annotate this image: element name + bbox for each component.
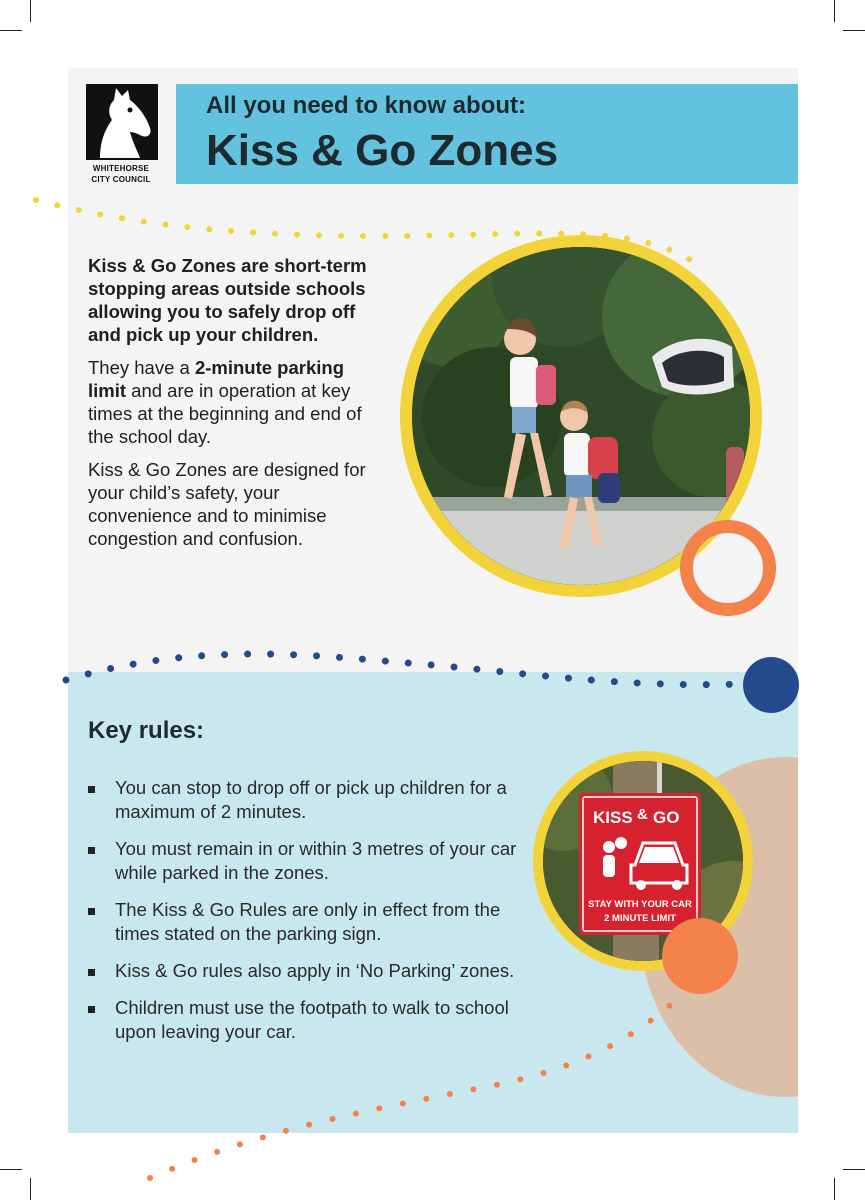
decorative-orange-dot	[662, 918, 738, 994]
intro-lead: Kiss & Go Zones are short-term stopping areas outside schools allowing you to safely drop off and pick up your children.	[88, 255, 367, 345]
rule-text: You must remain in or within 3 metres of your car while parked in the zones.	[115, 838, 517, 883]
list-item	[88, 996, 528, 1044]
logo-line-1: WHITEHORSE	[92, 164, 150, 173]
intro-p2-before: They have a	[88, 357, 195, 378]
square-bullet-icon	[88, 786, 95, 793]
page-title: Kiss & Go Zones	[206, 126, 559, 175]
sign-title-right: GO	[653, 808, 680, 827]
square-bullet-icon	[88, 969, 95, 976]
sign-title-left: KISS	[593, 808, 633, 827]
sign-title-amp: &	[637, 806, 648, 823]
square-bullet-icon	[88, 1006, 95, 1013]
key-rules-heading: Key rules:	[88, 717, 205, 744]
rule-text: Kiss & Go rules also apply in ‘No Parking’ zones.	[115, 960, 515, 981]
list-item	[88, 898, 528, 946]
square-bullet-icon	[88, 847, 95, 854]
intro-p2-bold: 2-minute parking limit	[88, 357, 345, 401]
rule-text: The Kiss & Go Rules are only in effect from the times stated on the parking sign.	[115, 899, 501, 944]
list-item	[88, 959, 528, 983]
intro-paragraph-3: Kiss & Go Zones are designed for your child’s safety, your convenience and to minimise congestion and confusion.	[88, 459, 366, 549]
page-subtitle: All you need to know about:	[206, 92, 526, 119]
square-bullet-icon	[88, 908, 95, 915]
rule-text: You can stop to drop off or pick up children for a maximum of 2 minutes.	[115, 777, 507, 822]
sign-line-2: 2 MINUTE LIMIT	[604, 913, 676, 924]
intro-p2-after: and are in operation at key times at the beginning and end of the school day.	[88, 380, 362, 447]
logo-line-2: CITY COUNCIL	[91, 175, 151, 184]
rule-text: Children must use the footpath to walk to school upon leaving your car.	[115, 997, 509, 1042]
list-item	[88, 776, 528, 824]
sign-line-1: STAY WITH YOUR CAR	[588, 899, 692, 910]
key-rules-list	[88, 776, 528, 1057]
list-item	[88, 837, 528, 885]
